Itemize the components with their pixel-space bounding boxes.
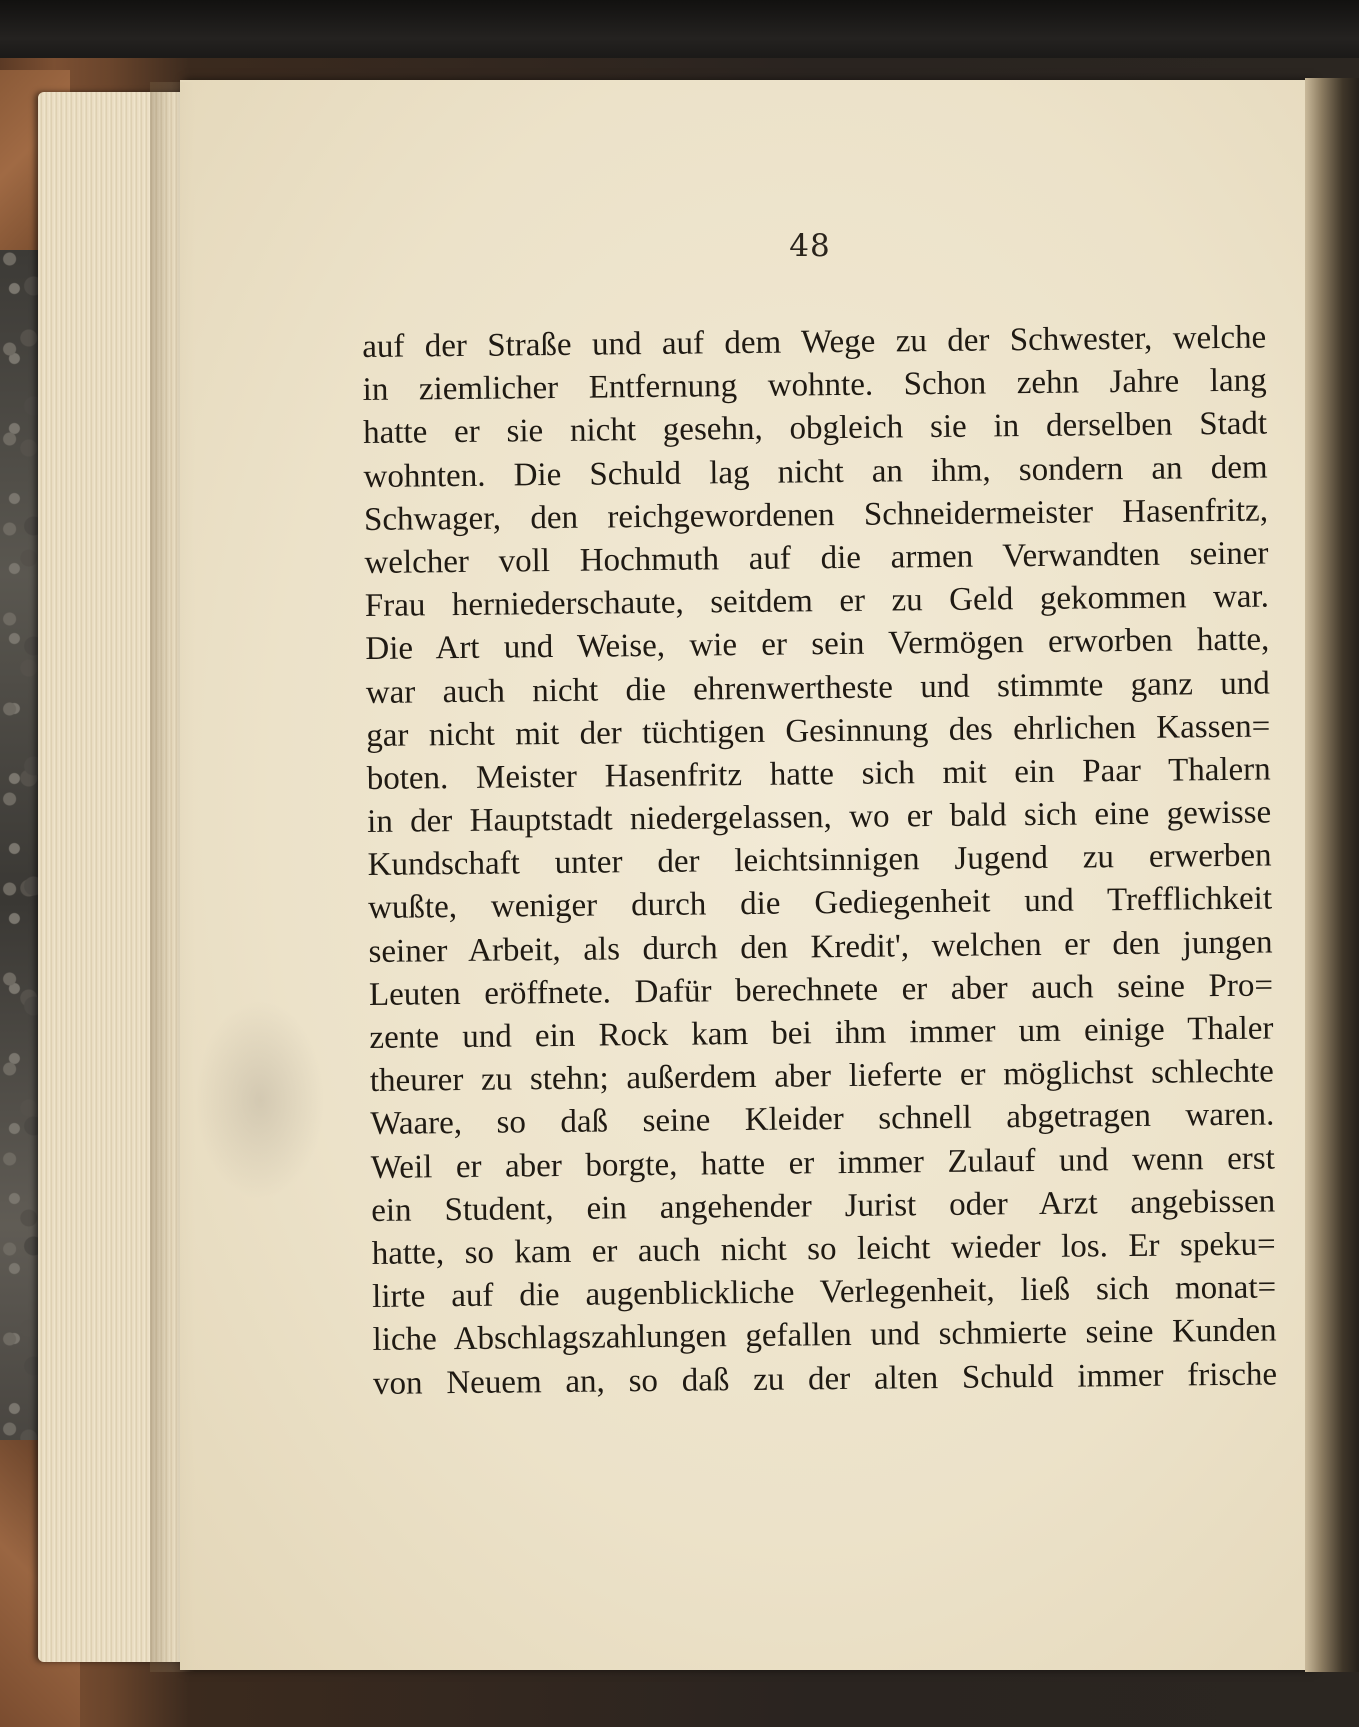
text-line: in ziemlicher Entfernung wohnte. Schon zehn Jahre lang [362, 362, 1267, 409]
text-line: Leuten eröffnete. Dafür berechnete er aber auch seine Pro= [368, 967, 1274, 1013]
gutter-shadow [150, 82, 195, 1672]
text-line: Waare, so daß seine Kleider schnell abgetragen waren. [370, 1096, 1275, 1143]
text-line: Weil er aber borgte, hatte er immer Zulauf und wenn erst [370, 1140, 1275, 1186]
text-line: hatte er sie nicht gesehn, obgleich sie in derselben Stadt [362, 405, 1268, 452]
text-line: zente und ein Rock kam bei ihm immer um einige Thaler [369, 1010, 1274, 1056]
text-line: liche Abschlagszahlungen gefallen und schmierte seine Kunden [372, 1312, 1277, 1359]
right-page-edge [1305, 78, 1359, 1672]
body-text [362, 317, 1277, 1406]
text-line: wußte, weniger durch die Gediegenheit und Trefflichkeit [367, 880, 1273, 927]
page-number: 48 [789, 228, 831, 264]
text-line: lirte auf die augenblickliche Verlegenheit, ließ sich monat= [371, 1269, 1277, 1316]
text-line: Frau herniederschaute, seitdem er zu Geld gekommen war. [364, 578, 1270, 625]
text-line: ein Student, ein angehender Jurist oder Arzt angebissen [371, 1183, 1276, 1229]
text-line: hatte, so kam er auch nicht so leicht wieder los. Er speku= [371, 1226, 1276, 1272]
text-line: gar nicht mit der tüchtigen Gesinnung des ehrlichen Kassen= [366, 708, 1271, 754]
text-line: in der Hauptstadt niedergelassen, wo er bald sich eine gewisse [367, 794, 1272, 841]
text-line: Schwager, den reichgewordenen Schneidermeister Hasenfritz, [363, 492, 1269, 538]
text-line: wohnten. Die Schuld lag nicht an ihm, sondern an dem [363, 449, 1268, 495]
text-line: auf der Straße und auf dem Wege zu der Schwester, welche [362, 319, 1267, 365]
text-line: seiner Arbeit, als durch den Kredit', welchen er den jungen [368, 924, 1273, 970]
thumbprint-smudge [195, 1000, 325, 1200]
text-line: war auch nicht die ehrenwertheste und stimmte ganz und [365, 665, 1270, 711]
text-line: von Neuem an, so daß zu der alten Schuld immer frische [372, 1355, 1278, 1402]
text-line: Kundschaft unter der leichtsinnigen Jugend zu erwerben [367, 837, 1272, 884]
text-line: welcher voll Hochmuth auf die armen Verwandten seiner [364, 535, 1269, 581]
text-line: Die Art und Weise, wie er sein Vermögen erworben hatte, [365, 621, 1270, 668]
text-line: theurer zu stehn; außerdem aber lieferte er möglichst schlechte [369, 1053, 1275, 1100]
text-line: boten. Meister Hasenfritz hatte sich mit ein Paar Thalern [366, 751, 1271, 797]
